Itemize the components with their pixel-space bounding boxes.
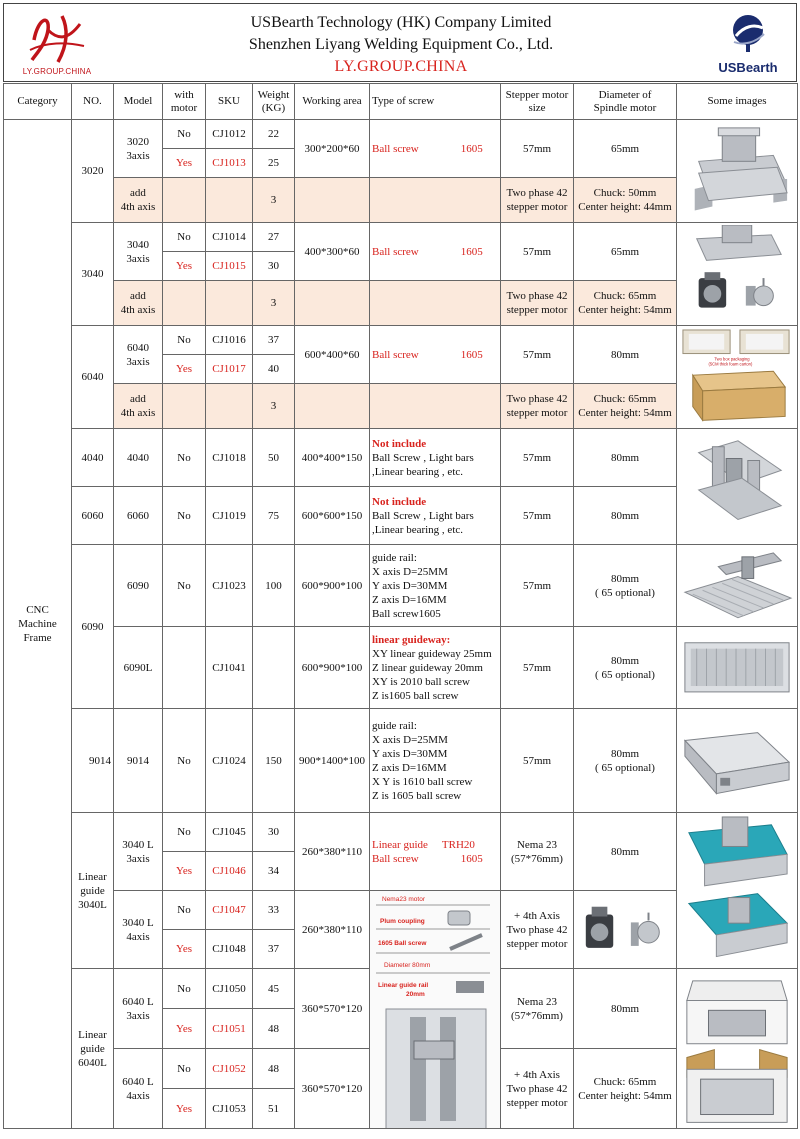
area-cell: 260*380*110 <box>295 891 370 969</box>
chuck-cell: Chuck: 50mm Center height: 44mm <box>574 178 677 223</box>
weight-cell: 150 <box>253 709 295 813</box>
sku-cell: CJ1024 <box>206 709 253 813</box>
weight-cell: 45 <box>253 969 295 1009</box>
empty-cell <box>295 384 370 429</box>
part-label-guide-1: Linear guide rail <box>378 982 429 989</box>
sku-cell: CJ1023 <box>206 545 253 627</box>
stepper-cell: 57mm <box>501 429 574 487</box>
table-row <box>4 223 798 252</box>
spindle-cell: 65mm <box>574 120 677 178</box>
motor-no: No <box>163 891 206 930</box>
weight-cell: 33 <box>253 891 295 930</box>
screw-cell: linear guideway: XY linear guideway 25mm Z linear guideway 20mm XY is 2010 ball screw Z is1605 ball screw <box>370 627 501 709</box>
part-label-ballscrew: 1605 Ball screw <box>378 940 427 947</box>
motor-no: No <box>163 326 206 355</box>
empty-cell <box>370 178 501 223</box>
packaging-image <box>679 328 795 422</box>
cnc-frame-3020-image <box>679 122 795 216</box>
stepper-cell: Two phase 42 stepper motor <box>501 384 574 429</box>
image-cell-3040l <box>677 813 798 969</box>
area-cell: 600*400*60 <box>295 326 370 384</box>
sku-cell: CJ1052 <box>206 1049 253 1089</box>
model-cell: 6090L <box>114 627 163 709</box>
motor-no: No <box>163 1049 206 1089</box>
spindle-cell: 80mm ( 65 optional) <box>574 709 677 813</box>
image-cell-9014 <box>677 709 798 813</box>
spindle-cell: 80mm <box>574 429 677 487</box>
sku-cell: CJ1019 <box>206 487 253 545</box>
weight-cell: 3 <box>253 281 295 326</box>
table-row <box>4 429 798 487</box>
no-cell: 3040 <box>72 223 114 326</box>
company-name-hk: USBearth Technology (HK) Company Limited <box>250 14 552 31</box>
weight-cell: 37 <box>253 930 295 969</box>
stepper-cell: 57mm <box>501 326 574 384</box>
sku-cell: CJ1053 <box>206 1089 253 1129</box>
sku-cell: CJ1048 <box>206 930 253 969</box>
parts-diagram-cell <box>370 891 501 1129</box>
weight-cell: 48 <box>253 1049 295 1089</box>
area-cell: 600*900*100 <box>295 627 370 709</box>
spindle-cell: 80mm <box>574 969 677 1049</box>
motor-no: No <box>163 969 206 1009</box>
image-cell-3040 <box>677 223 798 326</box>
empty-cell <box>163 627 206 709</box>
model-cell: 6090 <box>114 545 163 627</box>
image-cell-6040 <box>677 326 798 429</box>
table-row <box>4 709 798 813</box>
sku-cell: CJ1045 <box>206 813 253 852</box>
screw-cell: Ball screw 1605 <box>370 120 501 178</box>
empty-cell <box>206 178 253 223</box>
no-cell: Linear guide 6040L <box>72 969 114 1129</box>
spindle-cell: 80mm ( 65 optional) <box>574 627 677 709</box>
motor-yes: Yes <box>163 252 206 281</box>
no-cell: 9014 <box>72 709 114 813</box>
logo-right-text: USBearth <box>718 60 778 75</box>
no-cell: 6060 <box>72 487 114 545</box>
col-with-motor: with motor <box>163 84 206 120</box>
spindle-cell: 80mm <box>574 487 677 545</box>
sku-cell: CJ1050 <box>206 969 253 1009</box>
weight-cell: 3 <box>253 178 295 223</box>
weight-cell: 3 <box>253 384 295 429</box>
fourth-axis-image <box>576 893 674 966</box>
chuck-cell: Chuck: 65mm Center height: 54mm <box>574 281 677 326</box>
motor-no: No <box>163 120 206 149</box>
usbearth-globe-icon <box>730 12 766 56</box>
motor-no: No <box>163 223 206 252</box>
area-cell: 600*900*100 <box>295 545 370 627</box>
stepper-cell: Two phase 42 stepper motor <box>501 281 574 326</box>
weight-cell: 100 <box>253 545 295 627</box>
weight-cell: 40 <box>253 355 295 384</box>
empty-cell <box>253 627 295 709</box>
empty-cell <box>370 281 501 326</box>
weight-cell: 30 <box>253 813 295 852</box>
cnc-frame-9014-image <box>679 711 795 809</box>
stepper-cell: 57mm <box>501 120 574 178</box>
company-website[interactable]: LY.GROUP.CHINA <box>334 58 468 75</box>
image-cell-3020 <box>677 120 798 223</box>
chuck-cell: Chuck: 65mm Center height: 54mm <box>574 1049 677 1129</box>
motor-yes: Yes <box>163 1089 206 1129</box>
motor-yes: Yes <box>163 355 206 384</box>
motor-yes: Yes <box>163 149 206 178</box>
part-label-guide-2: 20mm <box>406 991 425 998</box>
model-cell: 9014 <box>114 709 163 813</box>
table-row <box>4 627 798 709</box>
weight-cell: 37 <box>253 326 295 355</box>
motor-no: No <box>163 813 206 852</box>
no-cell: 4040 <box>72 429 114 487</box>
model-cell: 6040 L 4axis <box>114 1049 163 1129</box>
sku-cell: CJ1047 <box>206 891 253 930</box>
cnc-frame-3040l-image <box>679 815 795 968</box>
weight-cell: 30 <box>253 252 295 281</box>
stepper-cell: Nema 23 (57*76mm) <box>501 969 574 1049</box>
part-label-plum: Plum coupling <box>380 918 425 925</box>
weight-cell: 75 <box>253 487 295 545</box>
boxed-frame-6040l-image <box>679 971 795 1128</box>
screw-cell: Not include Ball Screw , Light bars ,Linear bearing , etc. <box>370 487 501 545</box>
area-cell: 300*200*60 <box>295 120 370 178</box>
no-cell: Linear guide 3040L <box>72 813 114 969</box>
motor-no: No <box>163 545 206 627</box>
product-spec-table <box>3 83 798 1129</box>
part-label-nema: Nema23 motor <box>382 896 425 903</box>
area-cell: 400*400*150 <box>295 429 370 487</box>
motor-yes: Yes <box>163 852 206 891</box>
motor-yes: Yes <box>163 1009 206 1049</box>
area-cell: 400*300*60 <box>295 223 370 281</box>
weight-cell: 22 <box>253 120 295 149</box>
screw-cell: guide rail: X axis D=25MM Y axis D=30MM Z axis D=16MM Ball screw1605 <box>370 545 501 627</box>
model-cell: 6040 L 3axis <box>114 969 163 1049</box>
col-images: Some images <box>677 84 798 120</box>
stepper-cell: 57mm <box>501 223 574 281</box>
table-row <box>4 545 798 627</box>
weight-cell: 25 <box>253 149 295 178</box>
spindle-cell: 65mm <box>574 223 677 281</box>
sku-cell: CJ1013 <box>206 149 253 178</box>
stepper-cell: + 4th Axis Two phase 42 stepper motor <box>501 1049 574 1129</box>
packaging-label-1: Two box packaging <box>714 356 750 362</box>
screw-cell: Linear guide TRH20 Ball screw 1605 <box>370 813 501 891</box>
table-row <box>4 120 798 149</box>
motor-no: No <box>163 487 206 545</box>
col-weight: Weight (KG) <box>253 84 295 120</box>
col-stepper-size: Stepper motor size <box>501 84 574 120</box>
sku-cell: CJ1046 <box>206 852 253 891</box>
weight-cell: 51 <box>253 1089 295 1129</box>
screw-cell: Ball screw 1605 <box>370 326 501 384</box>
empty-cell <box>370 384 501 429</box>
usbearth-logo <box>708 12 788 78</box>
header-row <box>4 84 798 120</box>
motor-no: No <box>163 709 206 813</box>
model-cell: 4040 <box>114 429 163 487</box>
model-cell: 3040 L 4axis <box>114 891 163 969</box>
stepper-cell: 57mm <box>501 709 574 813</box>
cnc-frame-3040-image <box>679 225 795 319</box>
spindle-cell: 80mm <box>574 326 677 384</box>
weight-cell: 48 <box>253 1009 295 1049</box>
area-cell: 900*1400*100 <box>295 709 370 813</box>
table-row <box>4 813 798 852</box>
col-category: Category <box>4 84 72 120</box>
empty-cell <box>295 281 370 326</box>
weight-cell: 27 <box>253 223 295 252</box>
col-sku: SKU <box>206 84 253 120</box>
model-cell: 6040 3axis <box>114 326 163 384</box>
stepper-cell: 57mm <box>501 627 574 709</box>
sku-cell: CJ1018 <box>206 429 253 487</box>
fourth-axis-image-cell <box>574 891 677 969</box>
parts-diagram <box>370 891 501 1129</box>
col-type-of-screw: Type of screw <box>370 84 501 120</box>
motor-yes: Yes <box>163 930 206 969</box>
weight-cell: 34 <box>253 852 295 891</box>
add-axis-cell: add 4th axis <box>114 281 163 326</box>
sku-cell: CJ1051 <box>206 1009 253 1049</box>
cnc-frame-6090-image <box>679 547 795 624</box>
company-name-shenzhen: Shenzhen Liyang Welding Equipment Co., Ltd. <box>248 36 554 53</box>
screw-cell: guide rail: X axis D=25MM Y axis D=30MM Z axis D=16MM X Y is 1610 ball screw Z is 1605 ball screw <box>370 709 501 813</box>
spindle-cell: 80mm <box>574 813 677 891</box>
page-header <box>3 3 797 82</box>
sku-cell: CJ1016 <box>206 326 253 355</box>
weight-cell: 50 <box>253 429 295 487</box>
col-spindle-diameter: Diameter of Spindle motor <box>574 84 677 120</box>
empty-cell <box>163 384 206 429</box>
stepper-cell: 57mm <box>501 487 574 545</box>
table-row <box>4 326 798 355</box>
spindle-cell: 80mm ( 65 optional) <box>574 545 677 627</box>
empty-cell <box>163 178 206 223</box>
empty-cell <box>163 281 206 326</box>
area-cell: 600*600*150 <box>295 487 370 545</box>
model-cell: 3020 3axis <box>114 120 163 178</box>
stepper-cell: Two phase 42 stepper motor <box>501 178 574 223</box>
sku-cell: CJ1017 <box>206 355 253 384</box>
empty-cell <box>295 178 370 223</box>
no-cell: 6040 <box>72 326 114 429</box>
area-cell: 360*570*120 <box>295 969 370 1049</box>
area-cell: 260*380*110 <box>295 813 370 891</box>
col-no: NO. <box>72 84 114 120</box>
model-cell: 3040 3axis <box>114 223 163 281</box>
screw-cell: Not include Ball Screw , Light bars ,Linear bearing , etc. <box>370 429 501 487</box>
sku-cell: CJ1041 <box>206 627 253 709</box>
col-working-area: Working area <box>295 84 370 120</box>
image-cell-4040 <box>677 429 798 545</box>
cnc-frame-6090l-image <box>679 629 795 706</box>
add-axis-cell: add 4th axis <box>114 384 163 429</box>
image-cell-6040l <box>677 969 798 1129</box>
stepper-cell: 57mm <box>501 545 574 627</box>
area-cell: 360*570*120 <box>295 1049 370 1129</box>
sku-cell: CJ1015 <box>206 252 253 281</box>
chuck-cell: Chuck: 65mm Center height: 54mm <box>574 384 677 429</box>
no-cell: 6090 <box>72 545 114 709</box>
empty-cell <box>206 384 253 429</box>
add-axis-cell: add 4th axis <box>114 178 163 223</box>
image-cell-6090l <box>677 627 798 709</box>
stepper-cell: + 4th Axis Two phase 42 stepper motor <box>501 891 574 969</box>
no-cell: 3020 <box>72 120 114 223</box>
sku-cell: CJ1014 <box>206 223 253 252</box>
empty-cell <box>206 281 253 326</box>
model-cell: 6060 <box>114 487 163 545</box>
stepper-cell: Nema 23 (57*76mm) <box>501 813 574 891</box>
category-cell: CNC Machine Frame <box>4 120 72 1129</box>
packaging-label-2: (5CM thick foam carton) <box>708 361 753 367</box>
screw-cell: Ball screw 1605 <box>370 223 501 281</box>
image-cell-6090 <box>677 545 798 627</box>
logo-left-text: LY.GROUP.CHINA <box>22 67 92 76</box>
part-label-diameter: Diameter 80mm <box>384 962 431 969</box>
cnc-frame-4040-image <box>679 431 795 539</box>
motor-no: No <box>163 429 206 487</box>
model-cell: 3040 L 3axis <box>114 813 163 891</box>
sku-cell: CJ1012 <box>206 120 253 149</box>
col-model: Model <box>114 84 163 120</box>
